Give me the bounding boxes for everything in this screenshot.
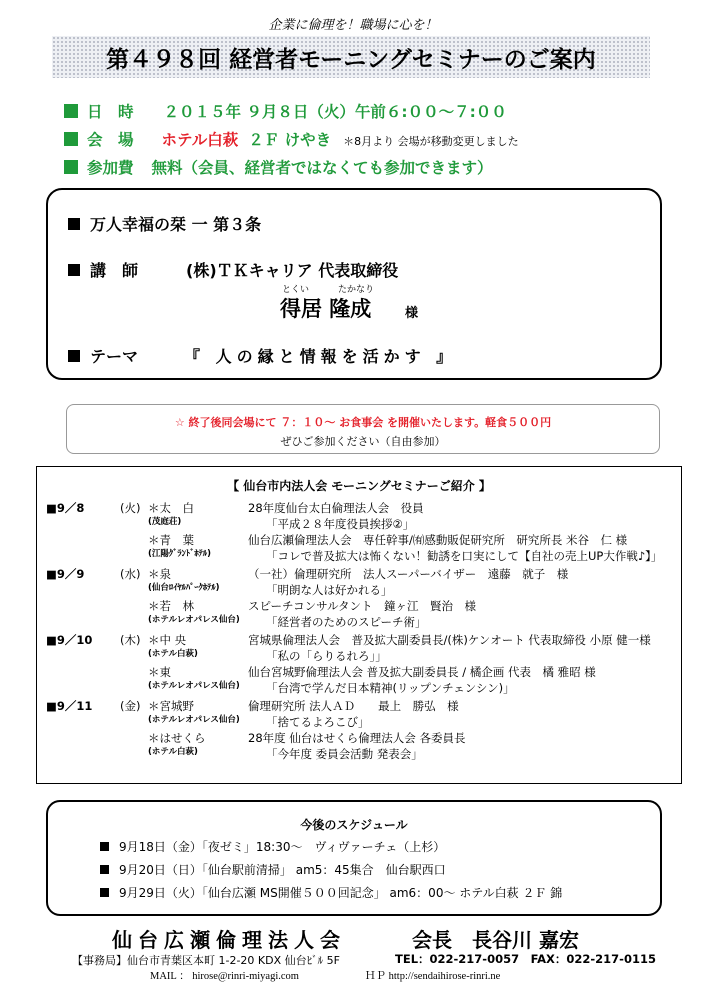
intro-theme: 「平成２８年度役員挨拶②」 (266, 517, 415, 531)
intro-venue: (ホテル白萩) (148, 649, 198, 659)
intro-speaker: 仙台広瀬倫理法人会 専任幹事/㈲感動販促研究所 研究所長 米谷 仁 様 (248, 533, 628, 547)
bullet-icon (64, 160, 78, 174)
office-address: 【事務局】仙台市青葉区本町 1-2-20 KDX 仙台ﾋﾞﾙ 5F (72, 954, 340, 967)
org-name: 仙台広瀬倫理法人会 (112, 928, 346, 952)
intro-speaker: スピーチコンサルタント 鐘ヶ江 賢治 様 (248, 599, 477, 613)
lecturer-row (68, 258, 398, 281)
intro-speaker: （一社）倫理研究所 法人スーパーバイザー 遠藤 就子 様 (248, 567, 569, 581)
intro-chapter: ＊東 (148, 665, 171, 679)
homepage: ＨＰ http://sendaihirose-rinri.ne (365, 971, 501, 982)
intro-chapter: ＊宮城野 (148, 699, 194, 713)
intro-chapter: ＊青 葉 (148, 533, 194, 547)
square-bullet-icon (100, 865, 109, 874)
page-title: 第４９８回 経営者モーニングセミナーのご案内 (106, 47, 596, 73)
intro-dow: (火) (120, 501, 141, 515)
schedule-item-text: 9月18日（金）「夜ゼミ」18:30～ ヴィヴァーチェ（上杉） (119, 840, 446, 854)
intro-theme: 「捨てるよろこび」 (266, 715, 370, 729)
datetime-row (64, 100, 507, 122)
square-bullet-icon (100, 888, 109, 897)
intro-theme: 「経営者のためのスピーチ術」 (266, 615, 427, 629)
datetime-value: ２０１５年 ９月８日（火）午前６:００～７:００ (163, 103, 507, 121)
schedule-item-text: 9月29日（火）「仙台広瀬 MS開催５００回記念」 am6：00～ ホテル白萩 ２Ｆ 錦 (119, 886, 563, 900)
intro-date: ■9／10 (46, 633, 93, 647)
schedule-heading: 今後のスケジュール (300, 818, 408, 832)
square-bullet-icon (68, 264, 80, 276)
venue-room: ２Ｆ けやき (248, 131, 332, 149)
schedule-item (100, 838, 445, 855)
square-bullet-icon (100, 842, 109, 851)
intro-dow: (水) (120, 567, 141, 581)
intro-theme: 「コレで普及拡大は怖くない！勧誘を口実にして【自社の売上UP大作戦♪】」 (266, 549, 663, 563)
ruby-tokui: とくい (282, 285, 310, 295)
schedule-item-text: 9月20日（日）「仙台駅前清掃」 am5：45集合 仙台駅西口 (119, 863, 446, 877)
intro-theme: 「今年度 委員会活動 発表会」 (266, 747, 423, 761)
mail: MAIL ： hirose@rinri-miyagi.com (150, 971, 299, 982)
intro-venue: (茂庭荘) (148, 517, 182, 527)
shiori-text: 万人幸福の栞 一 第３条 (90, 215, 262, 234)
intro-speaker: 28年度仙台太白倫理法人会 役員 (248, 501, 424, 515)
intro-speaker: 倫理研究所 法人ＡＤ 最上 勝弘 様 (248, 699, 459, 713)
bullet-icon (64, 104, 78, 118)
intro-heading: 【 仙台市内法人会 モーニングセミナーご紹介 】 (227, 479, 491, 493)
intro-dow: (金) (120, 699, 141, 713)
intro-chapter: ＊はせくら (148, 731, 206, 745)
schedule-item (100, 884, 562, 901)
venue-label: 会 場 (87, 131, 134, 149)
theme-text: 『 人の縁と情報を活かす 』 (184, 347, 458, 366)
lecturer-name: 得居 隆成 (280, 297, 372, 321)
lecturer-company: (株)ＴＫキャリア 代表取締役 (186, 261, 399, 280)
tagline: 企業に倫理を！職場に心を！ (268, 18, 438, 33)
intro-date: ■9／9 (46, 567, 85, 581)
honorific: 様 (405, 306, 419, 321)
intro-speaker: 28年度 仙台はせくら倫理法人会 各委員長 (248, 731, 466, 745)
meal-line1: ☆ 終了後同会場にて ７：１０～ お食事会 を開催いたします。軽食５００円 (174, 416, 552, 429)
schedule-item (100, 861, 446, 878)
intro-chapter: ＊中 央 (148, 633, 187, 647)
meal-line2: ぜひご参加ください（自由参加） (280, 435, 446, 448)
intro-venue: (ホテルレオパレス仙台) (148, 715, 240, 725)
theme-row (68, 344, 457, 367)
tel-fax: TEL：022-217-0057 FAX：022-217-0115 (395, 952, 656, 966)
intro-speaker: 仙台宮城野倫理法人会 普及拡大副委員長 / 橘企画 代表 橘 雅昭 様 (248, 665, 596, 679)
intro-venue: (ホテルレオパレス仙台) (148, 681, 240, 691)
intro-speaker: 宮城県倫理法人会 普及拡大副委員長/(株)ケンオート 代表取締役 小原 健一様 (248, 633, 651, 647)
intro-dow: (木) (120, 633, 141, 647)
square-bullet-icon (68, 218, 80, 230)
fee-label: 参加費 (87, 159, 134, 177)
datetime-label: 日 時 (87, 103, 134, 121)
bullet-icon (64, 132, 78, 146)
intro-date: ■9／11 (46, 699, 93, 713)
president: 会長 長谷川 嘉宏 (412, 928, 579, 952)
intro-date: ■9／8 (46, 501, 85, 515)
intro-theme: 「明朗な人は好かれる」 (266, 583, 393, 597)
intro-venue: (江陽ｸﾞﾗﾝﾄﾞﾎﾃﾙ) (148, 549, 212, 559)
ruby-takanari: たかなり (338, 285, 375, 295)
lecturer-label: 講 師 (90, 261, 139, 280)
seminar-shiori (68, 212, 261, 235)
square-bullet-icon (68, 350, 80, 362)
fee-value: 無料（会員、経営者ではなくても参加できます） (151, 159, 493, 177)
intro-chapter: ＊泉 (148, 567, 171, 581)
intro-venue: (仙台ﾛｲﾔﾙﾊﾟｰｸﾎﾃﾙ) (148, 583, 220, 593)
venue-row (64, 128, 519, 150)
fee-row (64, 156, 493, 178)
intro-chapter: ＊若 林 (148, 599, 194, 613)
venue-name: ホテル白萩 (161, 131, 239, 149)
theme-label: テーマ (90, 347, 139, 366)
intro-theme: 「私の「らりるれろ」」 (266, 649, 387, 663)
intro-chapter: ＊太 白 (148, 501, 194, 515)
intro-theme: 「台湾で学んだ日本精神(リップンチェンシン)」 (266, 681, 515, 695)
intro-venue: (ホテル白萩) (148, 747, 198, 757)
venue-note: ＊8月より 会場が移動変更しました (343, 135, 519, 148)
intro-venue: (ホテルレオパレス仙台) (148, 615, 240, 625)
